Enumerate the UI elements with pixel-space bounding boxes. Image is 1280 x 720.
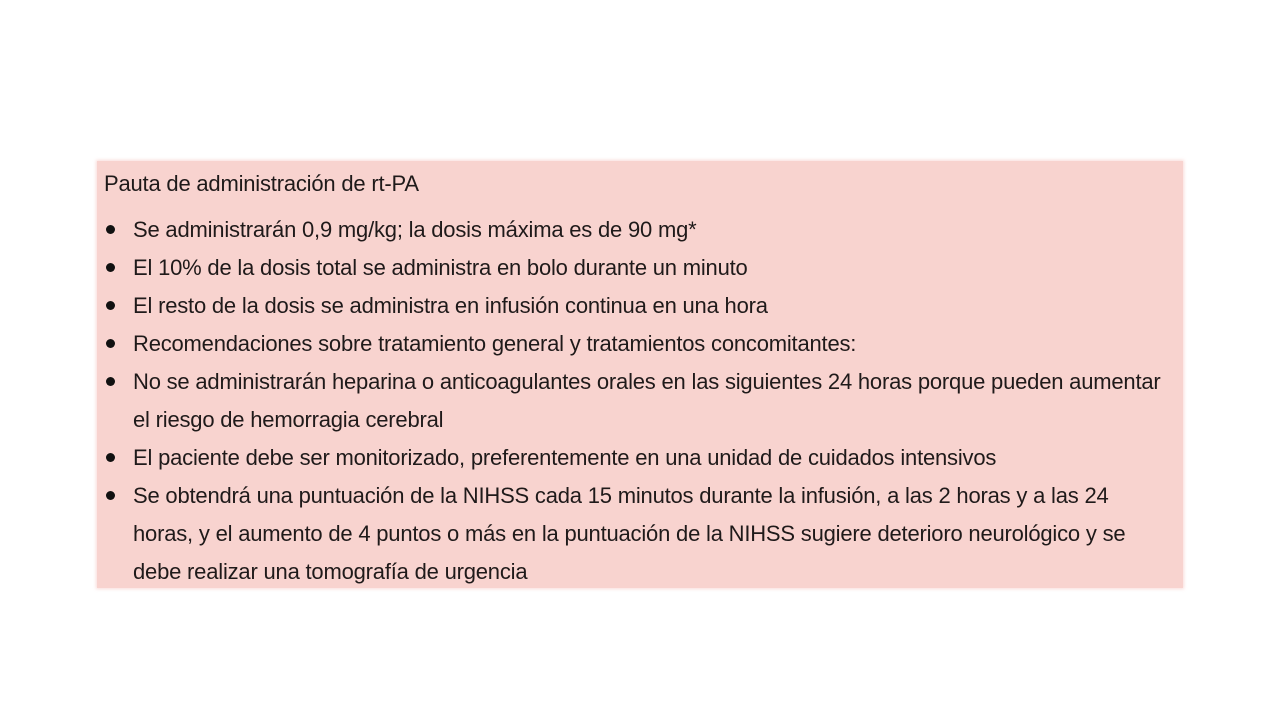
list-item [104,211,1173,249]
bullet-icon [106,225,115,234]
list-item [104,363,1173,439]
list-item-text: Se administrarán 0,9 mg/kg; la dosis máxima es de 90 mg* [133,217,697,242]
bullet-icon [106,301,115,310]
list-item-text: El 10% de la dosis total se administra en bolo durante un minuto [133,255,748,280]
bullet-icon [106,377,115,386]
bullet-list [104,211,1173,591]
bullet-icon [106,453,115,462]
list-item-text: El paciente debe ser monitorizado, preferentemente en una unidad de cuidados intensivos [133,445,997,470]
bullet-icon [106,491,115,500]
rt-pa-protocol-box [97,161,1183,588]
list-item-text: Recomendaciones sobre tratamiento general y tratamientos concomitantes: [133,331,857,356]
list-item [104,477,1173,591]
list-item [104,325,1173,363]
list-item-text: No se administrarán heparina o anticoagulantes orales en las siguientes 24 horas porque pueden aumentar el riesgo de hemorragia cerebral [133,369,1161,432]
list-item-text: Se obtendrá una puntuación de la NIHSS cada 15 minutos durante la infusión, a las 2 horas y a las 24 horas, y el aumento de 4 puntos o más en la puntuación de la NIHSS sugiere deterioro neurológico y se debe realizar una tomografía de urgencia [133,483,1126,584]
box-title: Pauta de administración de rt-PA [104,171,419,196]
list-item-text: El resto de la dosis se administra en infusión continua en una hora [133,293,768,318]
bullet-icon [106,339,115,348]
list-item [104,439,1173,477]
list-item [104,249,1173,287]
bullet-icon [106,263,115,272]
list-item [104,287,1173,325]
